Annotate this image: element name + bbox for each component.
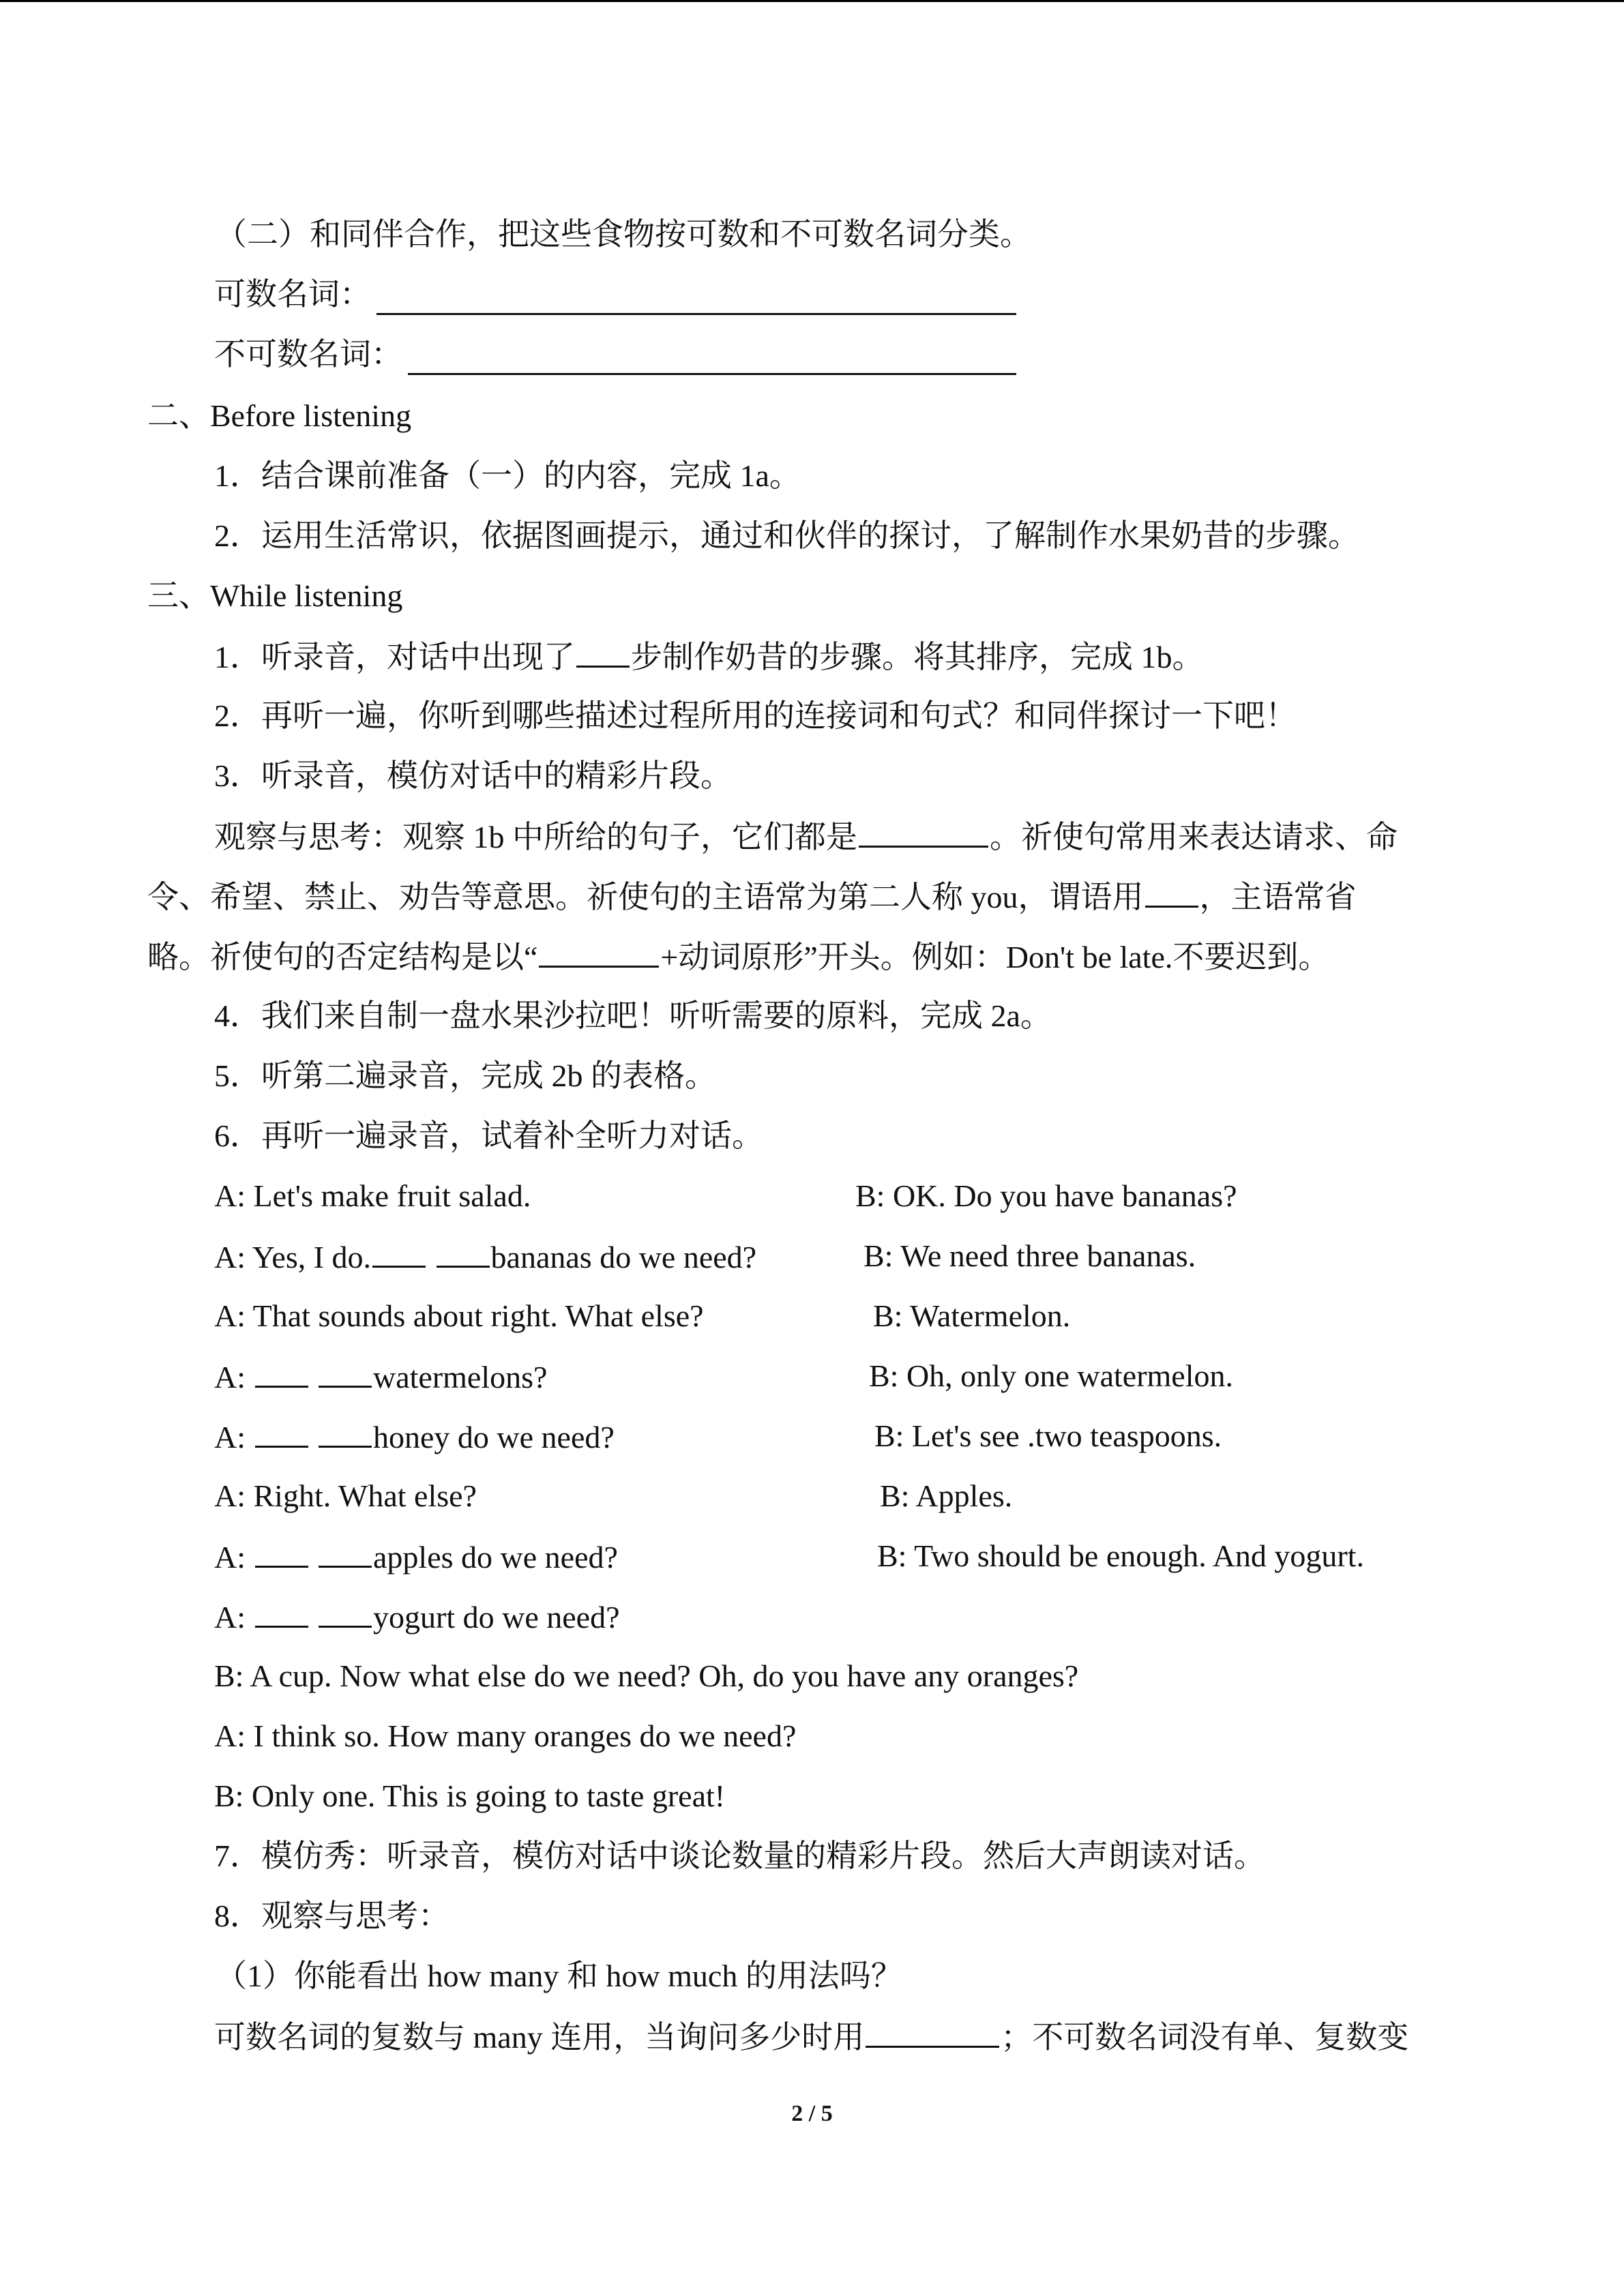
observation-line-1 xyxy=(214,816,1398,856)
countable-label: 可数名词： xyxy=(214,277,371,312)
dialogue-2a-pre: A: Yes, I do. xyxy=(214,1240,372,1274)
dialogue-line-8a xyxy=(214,1596,620,1637)
page-number: 2 / 5 xyxy=(791,2101,833,2126)
dialogue-4a-pre: A: xyxy=(214,1360,246,1395)
prep2-heading: （二）和同伴合作，把这些食物按可数和不可数名词分类。 xyxy=(216,217,1031,252)
dialogue-4a-post: watermelons? xyxy=(373,1360,548,1395)
countable-answer-blank[interactable] xyxy=(377,313,1016,315)
observation-text-a: 观察与思考：观察 1b 中所给的句子，它们都是 xyxy=(214,820,857,854)
observation-text-c: 令、希望、禁止、劝告等意思。祈使句的主语常为第二人称 you，谓语用 xyxy=(147,880,1144,914)
dialogue-2a-post: bananas do we need? xyxy=(490,1240,757,1274)
dialogue-line-2a xyxy=(214,1236,756,1277)
dialogue-2a-blank-2[interactable] xyxy=(437,1236,490,1268)
dialogue-line-11: B: Only one. This is going to taste great! xyxy=(214,1778,726,1813)
observation-text-f: +动词原形”开头。例如：Don't be late.不要迟到。 xyxy=(660,940,1330,974)
dialogue-line-3b: B: Watermelon. xyxy=(873,1298,1071,1333)
dialogue-line-10: A: I think so. How many oranges do we need? xyxy=(214,1718,797,1753)
while-item-8: 8．观察与思考： xyxy=(214,1898,449,1933)
top-border-line xyxy=(0,0,1624,2)
dialogue-8a-pre: A: xyxy=(214,1600,246,1635)
dialogue-5a-blank-2[interactable] xyxy=(319,1416,372,1448)
observation-text-e: 略。祈使句的否定结构是以“ xyxy=(147,940,538,974)
before-item-1: 1．结合课前准备（一）的内容，完成 1a。 xyxy=(214,458,801,493)
dialogue-line-6b: B: Apples. xyxy=(880,1478,1013,1513)
dialogue-7a-post: apples do we need? xyxy=(373,1540,618,1575)
observation-line-3 xyxy=(147,936,1329,976)
observation-text-b: 。祈使句常用来表达请求、命 xyxy=(990,820,1398,854)
dialogue-line-5b: B: Let's see .two teaspoons. xyxy=(874,1418,1222,1453)
dialogue-7a-blank-1[interactable] xyxy=(255,1536,308,1568)
while-listening-title: 三、While listening xyxy=(147,578,403,613)
dialogue-line-4a xyxy=(214,1356,547,1397)
dialogue-line-5a xyxy=(214,1416,615,1457)
dialogue-5a-blank-1[interactable] xyxy=(255,1416,308,1448)
dialogue-line-2b: B: We need three bananas. xyxy=(863,1238,1196,1273)
while-item-7: 7．模仿秀：听录音，模仿对话中谈论数量的精彩片段。然后大声朗读对话。 xyxy=(214,1838,1265,1873)
while-item-6: 6．再听一遍录音，试着补全听力对话。 xyxy=(214,1118,763,1153)
dialogue-line-9: B: A cup. Now what else do we need? Oh, do you have any oranges? xyxy=(214,1658,1079,1693)
dialogue-8a-post: yogurt do we need? xyxy=(373,1600,620,1635)
before-item-2: 2．运用生活常识，依据图画提示，通过和伙伴的探讨，了解制作水果奶昔的步骤。 xyxy=(214,518,1359,553)
while-item-2: 2．再听一遍，你听到哪些描述过程所用的连接词和句式？和同伴探讨一下吧！ xyxy=(214,698,1297,733)
sentence-type-blank[interactable] xyxy=(859,816,988,848)
dialogue-line-6a: A: Right. What else? xyxy=(214,1478,477,1513)
uncountable-answer-blank[interactable] xyxy=(408,373,1016,375)
dialogue-5a-pre: A: xyxy=(214,1420,246,1455)
dialogue-line-1b: B: OK. Do you have bananas? xyxy=(855,1178,1237,1213)
while-item-3: 3．听录音，模仿对话中的精彩片段。 xyxy=(214,758,732,793)
dialogue-5a-post: honey do we need? xyxy=(373,1420,615,1455)
dialogue-line-7a xyxy=(214,1536,618,1577)
dialogue-8a-blank-1[interactable] xyxy=(255,1596,308,1628)
usage-line xyxy=(214,2016,1408,2057)
before-listening-title: 二、Before listening xyxy=(147,398,412,433)
while-item-1 xyxy=(214,636,1204,676)
predicate-form-blank[interactable] xyxy=(1145,876,1198,908)
how-many-blank[interactable] xyxy=(866,2016,999,2048)
while-item-1-text-a: 1．听录音，对话中出现了 xyxy=(214,640,575,674)
uncountable-label: 不可数名词： xyxy=(214,337,402,372)
dialogue-8a-blank-2[interactable] xyxy=(319,1596,372,1628)
dialogue-4a-blank-1[interactable] xyxy=(255,1356,308,1388)
steps-count-blank[interactable] xyxy=(576,636,630,668)
dialogue-7a-blank-2[interactable] xyxy=(319,1536,372,1568)
observation-line-2 xyxy=(147,876,1357,916)
dialogue-4a-blank-2[interactable] xyxy=(319,1356,372,1388)
question-1: （1）你能看出 how many 和 how much 的用法吗？ xyxy=(216,1958,902,1993)
dialogue-line-1a: A: Let's make fruit salad. xyxy=(214,1178,531,1213)
dialogue-line-7b: B: Two should be enough. And yogurt. xyxy=(877,1538,1365,1573)
dialogue-line-4b: B: Oh, only one watermelon. xyxy=(869,1358,1234,1393)
dialogue-7a-pre: A: xyxy=(214,1540,246,1575)
dialogue-line-3a: A: That sounds about right. What else? xyxy=(214,1298,704,1333)
usage-text-b: ；不可数名词没有单、复数变 xyxy=(1001,2020,1409,2055)
while-item-4: 4．我们来自制一盘水果沙拉吧！听听需要的原料，完成 2a。 xyxy=(214,998,1052,1033)
while-item-5: 5．听第二遍录音，完成 2b 的表格。 xyxy=(214,1058,716,1093)
while-item-1-text-b: 步制作奶昔的步骤。将其排序，完成 1b。 xyxy=(631,640,1204,674)
usage-text-a: 可数名词的复数与 many 连用，当询问多少时用 xyxy=(214,2020,865,2055)
dialogue-2a-blank-1[interactable] xyxy=(372,1236,426,1268)
negative-structure-blank[interactable] xyxy=(539,936,659,968)
observation-text-d: ，主语常省 xyxy=(1199,880,1357,914)
